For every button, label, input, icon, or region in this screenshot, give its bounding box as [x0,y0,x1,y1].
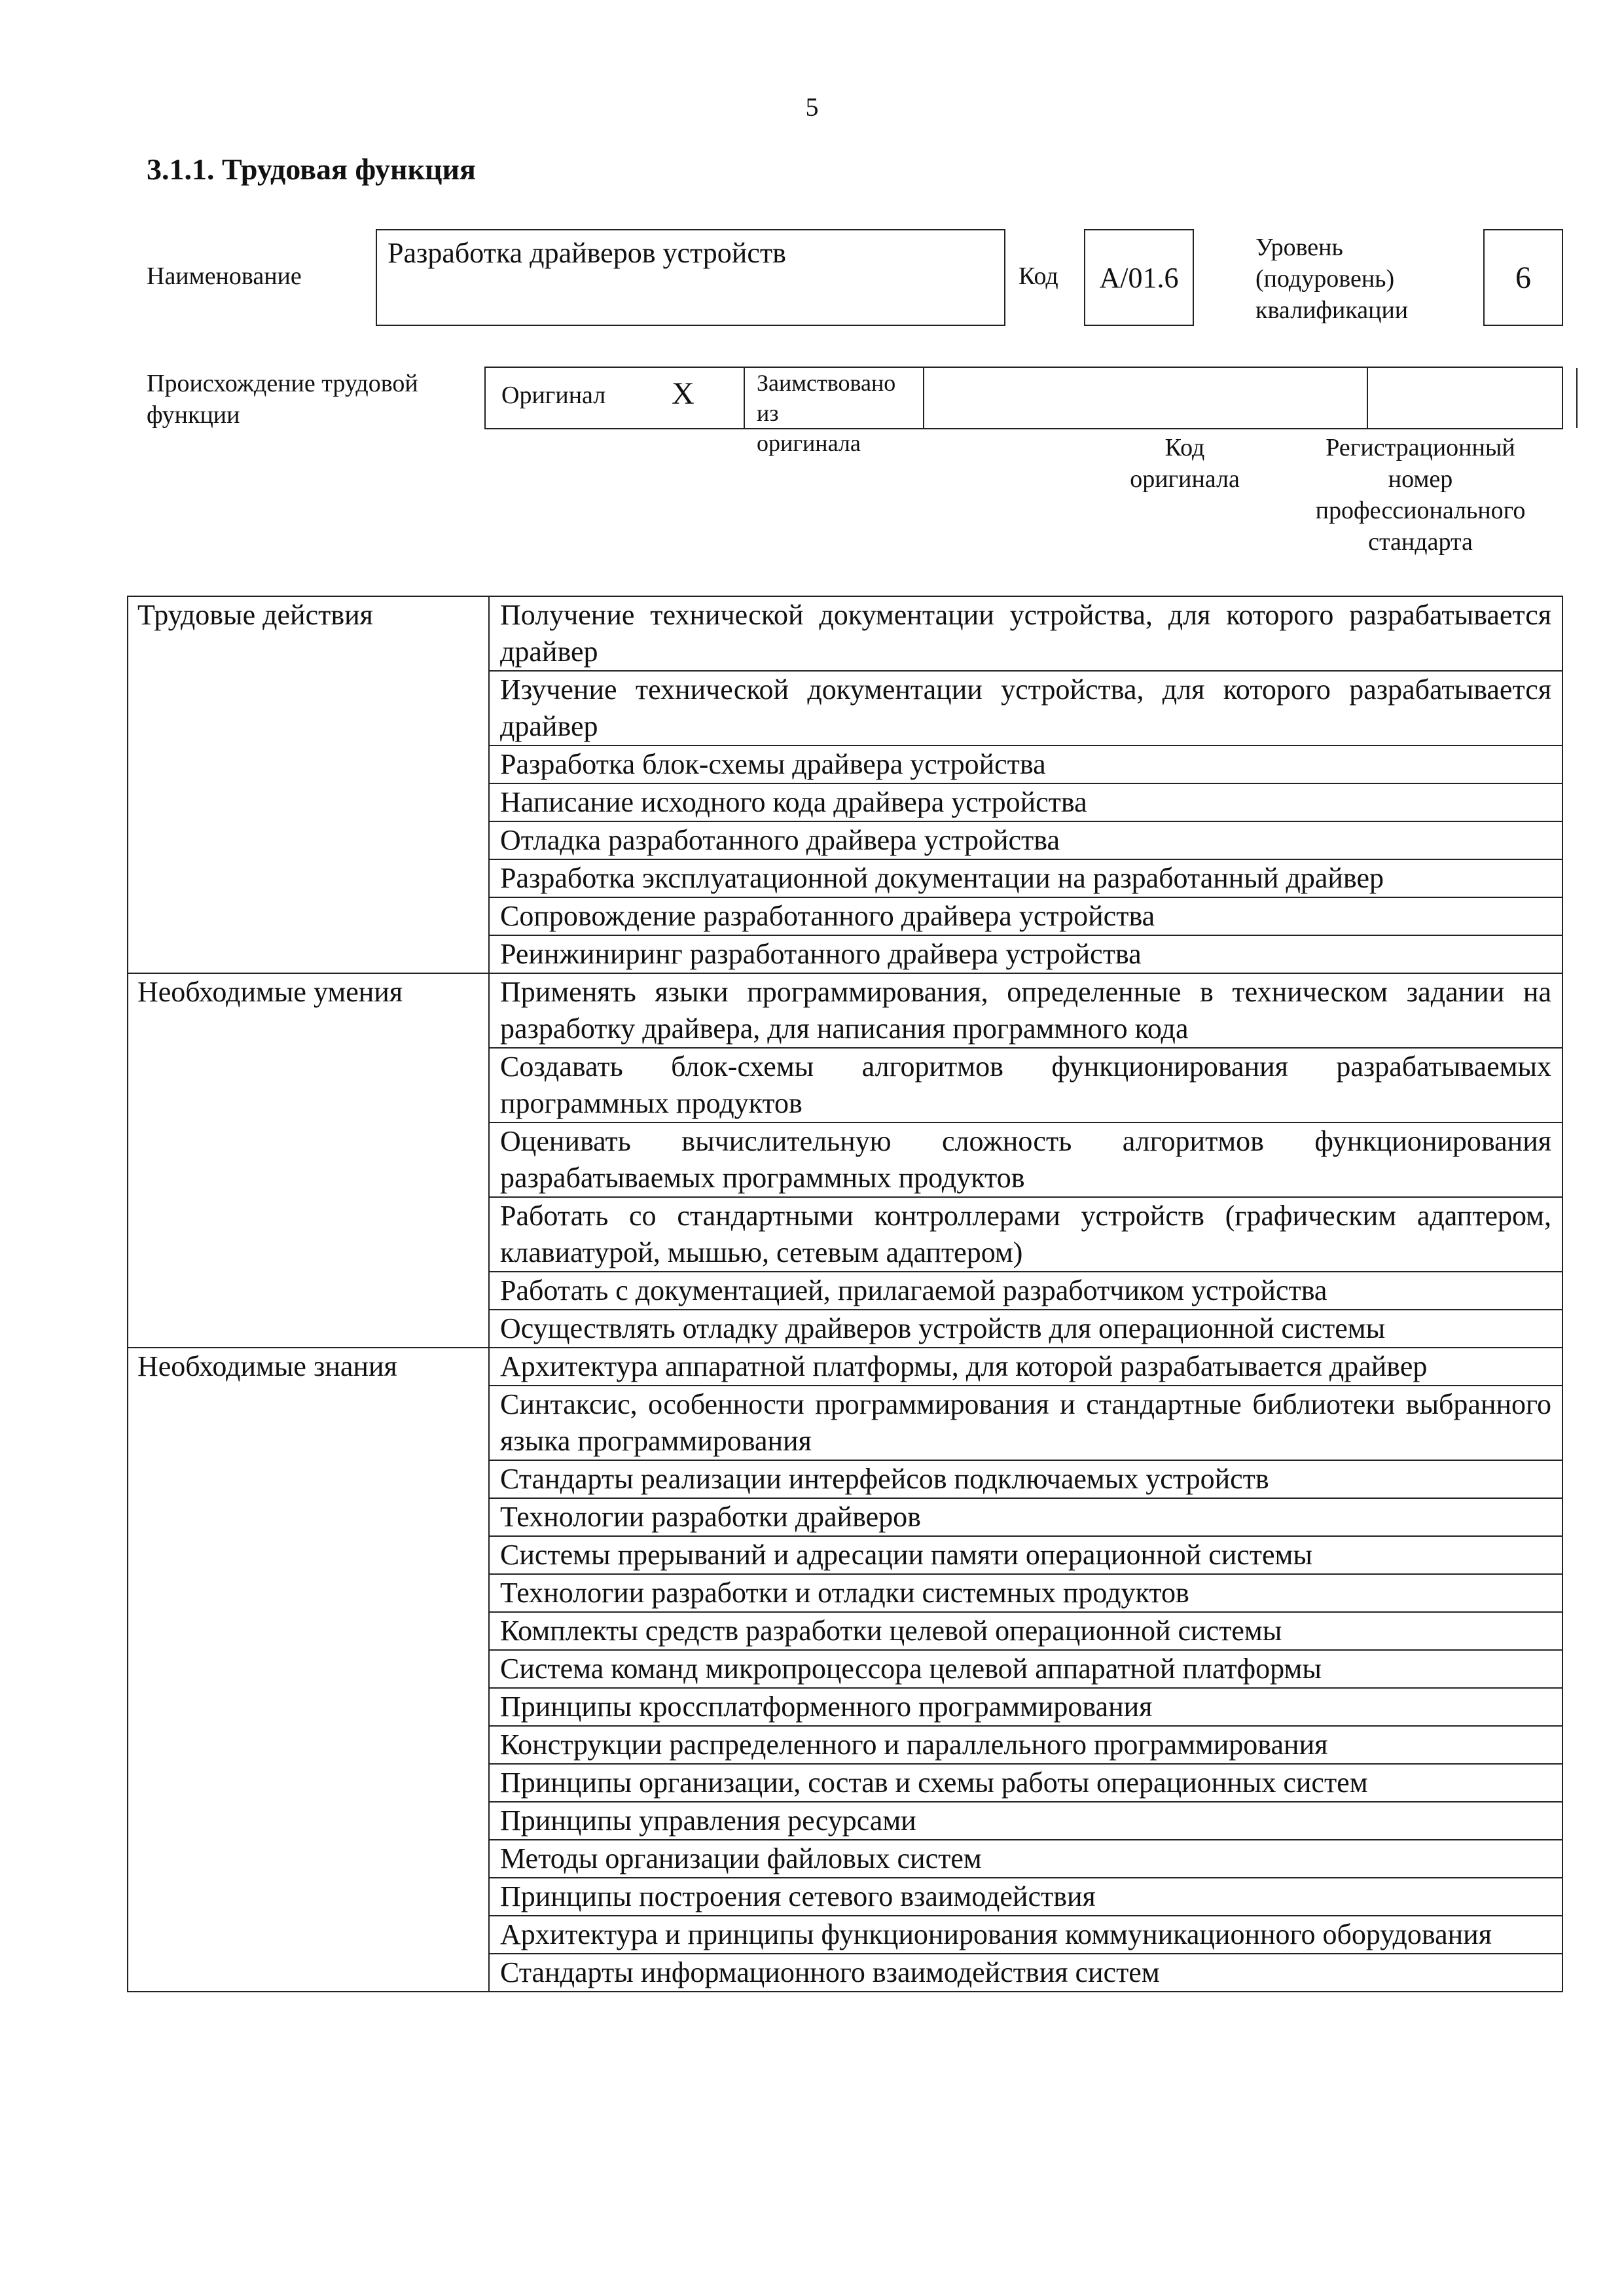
category-labor-actions: Трудовые действия [128,596,489,973]
origin-original-mark: X [672,376,695,411]
table-cell: Работать с документацией, прилагаемой разработчиком устройства [489,1272,1562,1310]
level-label-line3: квалификации [1255,296,1409,324]
origin-code-caption [1093,432,1276,495]
origin-label-line2: функции [147,401,240,429]
origin-code-caption-line2: оригинала [1130,465,1240,493]
table-cell: Системы прерываний и адресации памяти операционной системы [489,1536,1562,1574]
table-cell: Конструкции распределенного и параллельного программирования [489,1726,1562,1764]
origin-reg-cell [1576,368,1578,428]
table-cell: Синтаксис, особенности программирования и стандартные библиотеки выбранного языка программирования [489,1386,1562,1460]
table-cell: Принципы организации, состав и схемы работы операционных систем [489,1764,1562,1802]
origin-reg-caption-line4: стандарта [1368,528,1473,556]
functions-table [127,596,1563,1992]
name-label: Наименование [147,262,302,290]
table-cell: Архитектура и принципы функционирования коммуникационного оборудования [489,1916,1562,1954]
level-label [1255,232,1408,326]
category-required-knowledge: Необходимые знания [128,1348,489,1992]
category-required-skills: Необходимые умения [128,973,489,1348]
table-cell: Осуществлять отладку драйверов устройств для операционной системы [489,1310,1562,1348]
table-cell: Стандарты информационного взаимодействия систем [489,1954,1562,1992]
table-cell: Комплекты средств разработки целевой операционной системы [489,1612,1562,1650]
origin-original-label: Оригинал [501,382,606,409]
table-cell: Принципы кроссплатформенного программирования [489,1688,1562,1726]
table-cell: Реинжиниринг разработанного драйвера устройства [489,935,1562,973]
table-cell: Архитектура аппаратной платформы, для которой разрабатывается драйвер [489,1348,1562,1386]
level-label-line1: Уровень [1255,234,1343,261]
table-cell: Оценивать вычислительную сложность алгоритмов функционирования разрабатываемых программных продуктов [489,1122,1562,1197]
table-cell: Принципы управления ресурсами [489,1802,1562,1840]
table-cell: Разработка блок-схемы драйвера устройства [489,745,1562,783]
table-cell: Применять языки программирования, определенные в техническом задании на разработку драйвера, для написания программного кода [489,973,1562,1048]
table-cell: Система команд микропроцессора целевой аппаратной платформы [489,1650,1562,1688]
origin-reg-caption-line2: номер [1388,465,1453,493]
table-cell: Стандарты реализации интерфейсов подключаемых устройств [489,1460,1562,1498]
name-value: Разработка драйверов устройств [376,229,1005,326]
table-cell: Получение технической документации устройства, для которого разрабатывается драйвер [489,596,1562,671]
table-row [128,1348,1562,1386]
table-cell: Методы организации файловых систем [489,1840,1562,1878]
origin-code-caption-line1: Код [1164,434,1205,461]
table-cell: Создавать блок-схемы алгоритмов функционирования разрабатываемых программных продуктов [489,1048,1562,1122]
table-cell: Написание исходного кода драйвера устройства [489,783,1562,821]
table-row [128,973,1562,1048]
section-title: 3.1.1. Трудовая функция [147,152,476,186]
table-cell: Технологии разработки драйверов [489,1498,1562,1536]
origin-reg-caption-line3: профессионального [1315,497,1526,524]
level-value: 6 [1483,229,1563,326]
origin-label-line1: Происхождение трудовой [147,370,418,397]
origin-reg-caption [1276,432,1564,558]
table-row [128,596,1562,671]
origin-borrowed-line2: оригинала [757,430,861,456]
table-cell: Принципы построения сетевого взаимодействия [489,1878,1562,1916]
page-number: 5 [805,92,819,122]
origin-label [147,368,418,431]
origin-reg-caption-line1: Регистрационный [1326,434,1515,461]
origin-original-cell [486,368,744,428]
code-value: A/01.6 [1084,229,1194,326]
table-cell: Изучение технической документации устройства, для которого разрабатывается драйвер [489,671,1562,745]
table-cell: Работать со стандартными контроллерами устройств (графическим адаптером, клавиатурой, мышью, сетевым адаптером) [489,1197,1562,1272]
level-label-line2: (подуровень) [1255,265,1395,293]
table-cell: Технологии разработки и отладки системных продуктов [489,1574,1562,1612]
code-label: Код [1019,262,1058,290]
table-cell: Отладка разработанного драйвера устройства [489,821,1562,859]
origin-borrowed-cell [744,368,924,456]
origin-borrowed-line1: Заимствовано из [757,370,896,426]
origin-borrowed-label [757,368,923,458]
origin-code-cell [1367,368,1368,428]
table-cell: Сопровождение разработанного драйвера устройства [489,897,1562,935]
table-cell: Разработка эксплуатационной документации на разработанный драйвер [489,859,1562,897]
